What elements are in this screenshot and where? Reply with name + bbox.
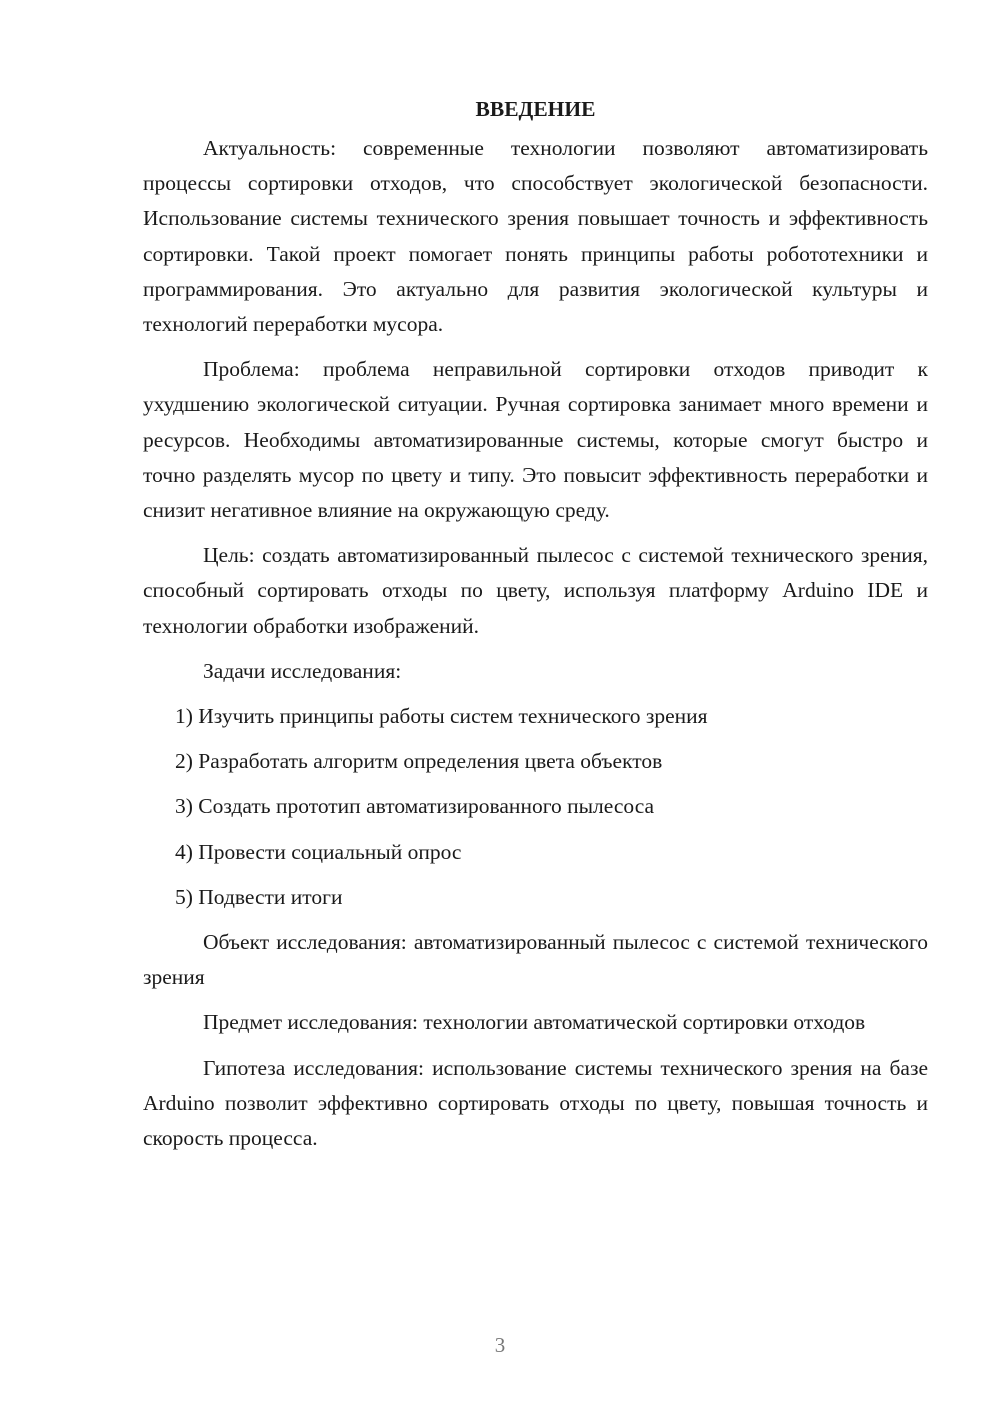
paragraph-relevance: Актуальность: современные технологии позволяют автоматизировать процессы сортировки отходов, что способствует экологической безопасности. Использование системы технического зрения повышает точность и эффективность сортировки. Такой проект помогает понять принципы работы робототехники и программирования. Это актуально для развития экологической культуры и технологий переработки мусора. xyxy=(143,136,928,337)
paragraph-goal: Цель: создать автоматизированный пылесос с системой технического зрения, способный сортировать отходы по цвету, используя платформу Arduino IDE и технологии обработки изображений. xyxy=(143,543,928,638)
paragraph-object: Объект исследования: автоматизированный пылесос с системой технического зрения xyxy=(143,930,928,990)
list-item: 1) Изучить принципы работы систем технического зрения xyxy=(175,704,708,729)
list-item: 2) Разработать алгоритм определения цвета объектов xyxy=(175,749,663,774)
paragraph-hypothesis: Гипотеза исследования: использование системы технического зрения на базе Arduino позволит эффективно сортировать отходы по цвету, повышая точность и скорость процесса. xyxy=(143,1055,928,1151)
tasks-list xyxy=(143,699,928,915)
page-number: 3 xyxy=(494,1333,506,1357)
list-item: 5) Подвести итоги xyxy=(175,884,343,909)
list-item: 3) Создать прототип автоматизированного пылесоса xyxy=(175,794,655,819)
document-page xyxy=(143,92,928,1156)
list-item: 4) Провести социальный опрос xyxy=(175,839,462,864)
tasks-heading: Задачи исследования: xyxy=(203,658,402,683)
paragraph-subject: Предмет исследования: технологии автоматической сортировки отходов xyxy=(203,1010,866,1035)
paragraph-problem: Проблема: проблема неправильной сортировки отходов приводит к ухудшению экологической ситуации. Ручная сортировка занимает много времени и ресурсов. Необходимы автоматизированные системы, которые смогут быстро и точно разделять мусор по цвету и типу. Это повысит эффективность переработки и снизит негативное влияние на окружающую среду. xyxy=(143,357,928,523)
section-title: ВВЕДЕНИЕ xyxy=(475,97,596,121)
